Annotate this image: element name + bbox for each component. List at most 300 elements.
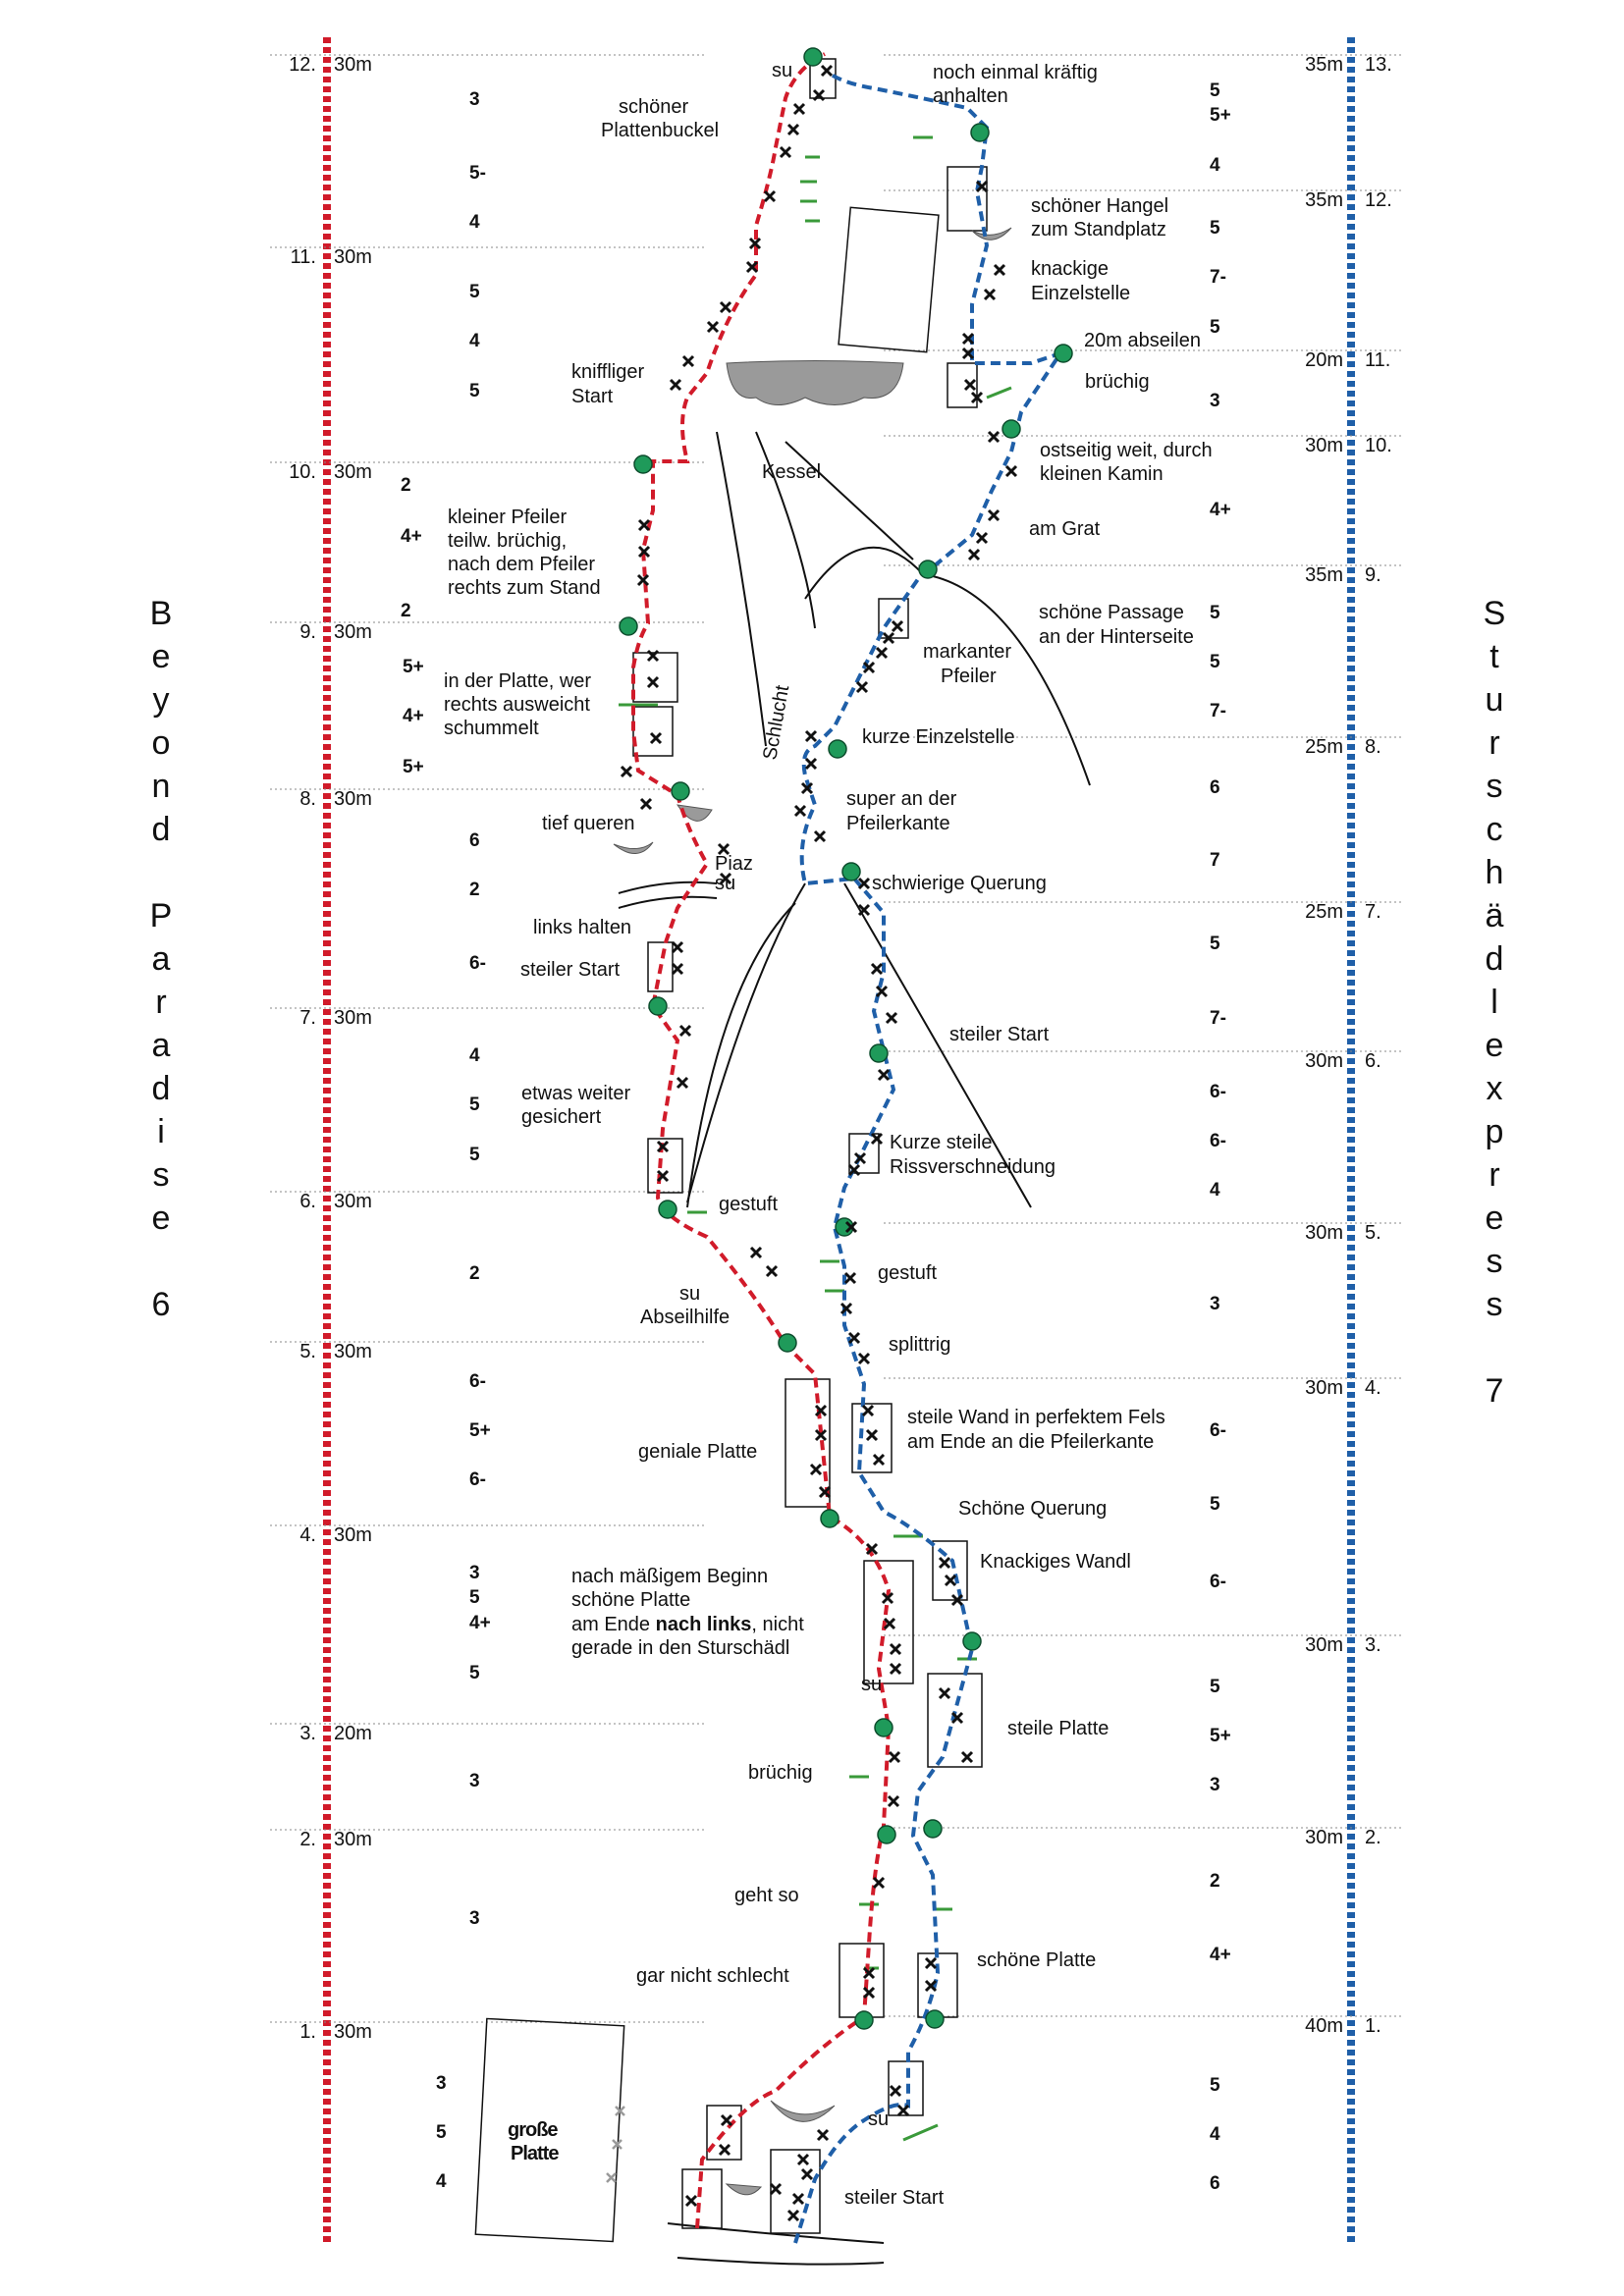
- right-pitch-number: 9.: [1365, 564, 1381, 586]
- left-title-letter: i: [157, 1113, 165, 1150]
- bolt-icon: [751, 1248, 761, 1257]
- annotation-nach-maessigem: nach mäßigem Beginn: [571, 1566, 769, 1587]
- left-pitch-number: 7.: [299, 1007, 316, 1029]
- belay-station-icon: [878, 1826, 895, 1843]
- annotation-schoener: schöner: [619, 96, 689, 118]
- right-title-letter: s: [1486, 1243, 1503, 1280]
- bolt-icon: [989, 432, 999, 442]
- belay-station-icon: [924, 1820, 942, 1838]
- slab-cave: [839, 207, 939, 351]
- left-grade: 3: [436, 2073, 447, 2094]
- left-title-letter: P: [149, 897, 173, 934]
- annotation-pfeiler: Pfeiler: [941, 666, 997, 687]
- left-grade: 6-: [469, 1469, 486, 1490]
- right-pitch-length: 35m: [1305, 564, 1343, 586]
- annotation-schoene-querung: Schöne Querung: [958, 1498, 1108, 1520]
- bolt-icon: [898, 2106, 908, 2115]
- annotation-bruechig-3: brüchig: [748, 1762, 813, 1784]
- right-grade: 6-: [1210, 1082, 1226, 1102]
- right-grade: 3: [1210, 1294, 1220, 1314]
- right-pitch-length: 25m: [1305, 901, 1343, 923]
- left-grade: 4: [469, 331, 480, 351]
- belay-station-icon: [963, 1632, 981, 1650]
- right-pitch-number: 11.: [1365, 349, 1391, 371]
- bolt-icon: [767, 1266, 777, 1276]
- annotation-kurze-einzelstelle: kurze Einzelstelle: [862, 726, 1015, 748]
- bolt-icon: [771, 2184, 781, 2194]
- bolt-icon: [893, 621, 902, 631]
- bolt-icon: [822, 66, 832, 76]
- bolt-icon: [802, 2169, 812, 2179]
- annotation-abseilen: 20m abseilen: [1084, 330, 1201, 351]
- bolt-icon: [872, 964, 882, 974]
- bolt-icon: [720, 2145, 730, 2155]
- left-grade: 6: [469, 830, 480, 851]
- annotation-schoene-platte-4: schöne Platte: [571, 1589, 691, 1611]
- right-pitch-length: 25m: [1305, 736, 1343, 758]
- left-pitch-number: 9.: [299, 621, 316, 643]
- annotation-nach-dem-pfeiler: nach dem Pfeiler: [448, 554, 596, 575]
- annotation-gar-nicht-schlecht: gar nicht schlecht: [636, 1965, 789, 1987]
- annotation-markanter: markanter: [923, 641, 1012, 663]
- left-grade: 5+: [403, 757, 424, 777]
- annotation-steiler-start-left: steiler Start: [520, 959, 621, 981]
- annotation-rissverschneidung: Rissverschneidung: [890, 1156, 1056, 1178]
- annotation-schoener-hangel: schöner Hangel: [1031, 195, 1169, 217]
- overhang-bottom-2: [727, 2184, 761, 2195]
- bolt-icon: [806, 759, 816, 769]
- left-grade: 5: [469, 1145, 480, 1165]
- annotation-grosse: große: [508, 2119, 558, 2141]
- annotation-super-an-der: super an der: [846, 788, 957, 810]
- right-grade: 4+: [1210, 500, 1231, 520]
- annotation-anhalten: anhalten: [933, 85, 1008, 107]
- right-pitch-number: 6.: [1365, 1050, 1381, 1072]
- belay-station-icon: [1002, 420, 1020, 438]
- bolt-icon: [677, 1078, 687, 1088]
- left-title-letter: a: [151, 940, 171, 978]
- right-grade: 6-: [1210, 1420, 1226, 1441]
- right-title-letter: l: [1490, 984, 1498, 1021]
- left-pitch-length: 20m: [334, 1723, 372, 1744]
- bolt-icon: [995, 265, 1004, 275]
- bolt-icon: [926, 1958, 936, 1968]
- annotation-splittrig: splittrig: [889, 1334, 951, 1356]
- annotation-zum-standplatz: zum Standplatz: [1031, 219, 1166, 240]
- right-pitch-number: 10.: [1365, 435, 1392, 456]
- gully-line-3: [785, 442, 913, 560]
- annotation-knackiges-wandl: Knackiges Wandl: [980, 1551, 1131, 1573]
- ridge-left-lower: [687, 903, 795, 1207]
- bolt-icon: [798, 2155, 808, 2164]
- left-grade: 4+: [403, 706, 424, 726]
- annotation-su-4: su: [861, 1674, 883, 1695]
- annotation-schoene-passage: schöne Passage: [1039, 602, 1184, 623]
- belay-station-icon: [659, 1201, 677, 1218]
- slab-right-12: [947, 167, 987, 231]
- big-ridge-line: [687, 883, 805, 1202]
- rock-features: [619, 432, 1090, 2265]
- right-title-letter: ä: [1485, 897, 1504, 934]
- annotation-ostseitig: ostseitig weit, durch: [1040, 440, 1213, 461]
- annotation-etwas-weiter: etwas weiter: [521, 1083, 631, 1104]
- annotation-su-abseil: su: [679, 1283, 701, 1305]
- right-grade: 6: [1210, 777, 1220, 798]
- annotation-kleiner-pfeiler: kleiner Pfeiler: [448, 507, 568, 528]
- annotation-gestuft-left: gestuft: [719, 1194, 779, 1215]
- right-grade: 5+: [1210, 105, 1231, 126]
- annotation-gesichert: gesichert: [521, 1106, 602, 1128]
- annotation-teilw-bruechig: teilw. brüchig,: [448, 530, 568, 552]
- right-grade: 3: [1210, 391, 1220, 411]
- bolt-icon: [721, 302, 731, 312]
- bolt-icon: [877, 987, 887, 996]
- right-grade: 5: [1210, 652, 1220, 672]
- left-title-letter: s: [152, 1156, 170, 1194]
- left-pitch-number: 11.: [290, 246, 316, 268]
- belay-station-icon: [672, 782, 689, 800]
- right-title-letter: x: [1486, 1070, 1503, 1107]
- right-grade: 4: [1210, 155, 1220, 176]
- bolt-icon: [686, 2196, 696, 2206]
- left-pitch-length: 30m: [334, 788, 372, 810]
- annotation-geniale-platte: geniale Platte: [638, 1441, 758, 1463]
- bolt-icon: [638, 575, 648, 585]
- bolt-icon: [946, 1575, 955, 1585]
- left-title-letter: 6: [151, 1286, 171, 1323]
- right-grade: 5: [1210, 218, 1220, 239]
- annotation-su-top: su: [772, 60, 793, 81]
- right-title-letter: e: [1485, 1200, 1504, 1237]
- bolt-icon: [877, 648, 887, 658]
- left-pitch-number: 12.: [289, 54, 316, 76]
- bolt-icon: [622, 767, 631, 776]
- bolt-icon: [795, 806, 805, 816]
- annotation-links-halten: links halten: [533, 917, 632, 938]
- left-grade: 3: [469, 1771, 480, 1791]
- right-grade: 7-: [1210, 701, 1226, 721]
- right-pitch-length: 30m: [1305, 435, 1343, 456]
- left-grade: 6-: [469, 953, 486, 974]
- belay-station-icon: [829, 740, 846, 758]
- bolt-icon: [874, 1455, 884, 1465]
- bolt-icon: [859, 1354, 869, 1363]
- annotation-steile-wand: steile Wand in perfektem Fels: [907, 1407, 1165, 1428]
- left-pitch-length: 30m: [334, 1341, 372, 1362]
- bolt-icon: [683, 356, 693, 366]
- left-grade: 2: [469, 1263, 480, 1284]
- left-grade: 5: [469, 1587, 480, 1608]
- bolt-icon: [815, 831, 825, 841]
- right-pitch-number: 8.: [1365, 736, 1381, 758]
- left-route-grades: [401, 89, 491, 2192]
- left-title-letter: d: [151, 811, 171, 848]
- belay-station-icon: [919, 561, 937, 578]
- slab-2-left: [839, 1944, 884, 2017]
- right-title-letter: 7: [1485, 1372, 1504, 1410]
- right-title-letter: r: [1489, 724, 1500, 762]
- bolt-icon: [794, 104, 804, 114]
- bolt-icon: [867, 1430, 877, 1440]
- annotation-schummelt: schummelt: [444, 718, 539, 739]
- annotation-steiler-start-right: steiler Start: [949, 1024, 1050, 1045]
- right-route-title: [1484, 595, 1506, 1410]
- annotation-su-piaz: su: [715, 873, 736, 894]
- slab-6-left: [648, 1139, 682, 1193]
- left-grade: 4+: [401, 526, 422, 547]
- bolt-icon: [788, 2211, 798, 2220]
- belay-station-icon: [1055, 345, 1072, 362]
- bolt-icon: [864, 1988, 874, 1998]
- left-pitch-number: 4.: [299, 1524, 316, 1546]
- annotation-am-ende-an-die: am Ende an die Pfeilerkante: [907, 1431, 1155, 1453]
- bolt-icon: [872, 1134, 882, 1144]
- overhang-8: [614, 842, 653, 854]
- left-pitch-number: 8.: [299, 788, 316, 810]
- left-title-letter: y: [152, 681, 170, 719]
- bolt-icon: [879, 1070, 889, 1080]
- left-grade: 5+: [403, 657, 424, 677]
- right-title-letter: s: [1486, 768, 1503, 805]
- gully-line-1: [717, 432, 766, 746]
- right-grade: 6-: [1210, 1572, 1226, 1592]
- left-grade: 3: [469, 1563, 480, 1583]
- left-grade: 5-: [469, 163, 486, 184]
- right-grade: 3: [1210, 1775, 1220, 1795]
- bolt-icon: [889, 1796, 898, 1806]
- right-pitch-length: 40m: [1305, 2015, 1343, 2037]
- left-title-letter: o: [151, 724, 171, 762]
- annotation-gestuft-right: gestuft: [878, 1262, 938, 1284]
- right-grade: 4+: [1210, 1945, 1231, 1965]
- right-title-letter: h: [1485, 854, 1504, 891]
- left-grade: 5: [469, 1663, 480, 1683]
- belay-station-icon: [779, 1334, 796, 1352]
- left-route-title: [150, 595, 173, 1323]
- left-title-letter: r: [155, 984, 167, 1021]
- bolt-icon: [788, 125, 798, 134]
- left-grade: 2: [401, 601, 411, 621]
- bolt-icon: [940, 1688, 949, 1698]
- annotation-abseilhilfe: Abseilhilfe: [640, 1307, 731, 1328]
- right-title-letter: d: [1485, 940, 1504, 978]
- right-pitch-number: 12.: [1365, 189, 1392, 211]
- left-grade: 5: [469, 1095, 480, 1115]
- right-grade: 7: [1210, 850, 1220, 871]
- left-pitch-number: 3.: [299, 1723, 316, 1744]
- bolt-icon: [781, 147, 790, 157]
- bolt-icon: [890, 1752, 899, 1762]
- annotation-rechts-zum-stand: rechts zum Stand: [448, 577, 601, 599]
- right-pitch-length: 30m: [1305, 1222, 1343, 1244]
- bolt-icon: [857, 682, 867, 692]
- bolt-icon: [891, 1644, 900, 1654]
- left-grade: 4: [469, 212, 480, 233]
- right-grade: 2: [1210, 1871, 1220, 1892]
- bolt-icon: [641, 799, 651, 809]
- bolt-icon: [673, 942, 682, 952]
- bolt-icon: [648, 677, 658, 687]
- right-title-letter: u: [1485, 681, 1504, 719]
- slab-2-right: [918, 1953, 957, 2017]
- bolt-icon: [891, 1664, 900, 1674]
- annotation-steiler-start-bottom: steiler Start: [844, 2187, 945, 2209]
- ledge-left-2: [619, 897, 717, 908]
- belay-station-icon: [971, 124, 989, 141]
- right-title-letter: S: [1483, 595, 1506, 632]
- right-pitch-number: 1.: [1365, 2015, 1381, 2037]
- left-grade: 3: [469, 89, 480, 110]
- overhang-12: [972, 228, 1011, 240]
- right-grade: 5: [1210, 80, 1220, 101]
- left-pitch-length: 30m: [334, 246, 372, 268]
- right-grade: 5: [1210, 1494, 1220, 1515]
- right-pitch-number: 3.: [1365, 1634, 1381, 1656]
- right-pitch-length: 35m: [1305, 54, 1343, 76]
- bolt-icon: [969, 550, 979, 560]
- right-grade: 7-: [1210, 1008, 1226, 1029]
- kessel-overhang: [727, 361, 903, 405]
- bolt-icon: [673, 964, 682, 974]
- left-title-letter: a: [151, 1027, 171, 1064]
- belay-station-icon: [870, 1044, 888, 1062]
- bolt-icon: [806, 731, 816, 741]
- right-pitch-number: 2.: [1365, 1827, 1381, 1848]
- right-grade: 5: [1210, 603, 1220, 623]
- right-grade: 5: [1210, 1677, 1220, 1697]
- left-grade: 5: [469, 381, 480, 401]
- right-pitch-length: 30m: [1305, 1634, 1343, 1656]
- left-pitch-number: 5.: [299, 1341, 316, 1362]
- bolt-icon: [965, 380, 975, 390]
- bolt-icon: [985, 290, 995, 299]
- belay-station-icon: [620, 617, 637, 635]
- left-pitch-number: 10.: [289, 461, 316, 483]
- grey-bolt-marks: [607, 2107, 624, 2182]
- bolt-icon: [962, 1752, 972, 1762]
- left-grade: 5: [436, 2122, 447, 2143]
- annotation-plattenbuckel: Plattenbuckel: [601, 120, 720, 141]
- bolt-icon: [651, 733, 661, 743]
- right-pitch-number: 5.: [1365, 1222, 1381, 1244]
- annotation-rechts-ausweicht: rechts ausweicht: [444, 694, 590, 716]
- ledge-left: [619, 882, 717, 893]
- bolt-icon: [863, 1406, 873, 1415]
- right-grade: 5+: [1210, 1726, 1231, 1746]
- left-pitch-length: 30m: [334, 1191, 372, 1212]
- annotation-in-der-platte: in der Platte, wer: [444, 670, 592, 692]
- left-grade: 4: [436, 2171, 447, 2192]
- right-grade: 7-: [1210, 267, 1226, 288]
- overhang-bottom: [771, 2101, 835, 2121]
- left-grade: 3: [469, 1908, 480, 1929]
- right-pitch-number: 4.: [1365, 1377, 1381, 1399]
- annotation-einzelstelle: Einzelstelle: [1031, 283, 1131, 304]
- belay-station-icon: [649, 997, 667, 1015]
- belay-station-icon: [875, 1719, 893, 1736]
- annotation-an-der-hinterseite: an der Hinterseite: [1039, 626, 1194, 648]
- left-title-letter: d: [151, 1070, 171, 1107]
- belay-station-icon: [842, 863, 860, 881]
- left-pitch-length: 30m: [334, 54, 372, 76]
- annotation-start: Start: [571, 386, 614, 407]
- annotation-am-ende-nach-links: am Ende nach links, nicht: [571, 1614, 804, 1635]
- annotation-kurze-steile: Kurze steile: [890, 1132, 993, 1153]
- annotation-pfeilerkante: Pfeilerkante: [846, 813, 950, 834]
- annotation-piaz: Piaz: [715, 853, 753, 875]
- left-grade: 4+: [469, 1613, 491, 1633]
- bolt-icon: [989, 510, 999, 520]
- right-pitch-length: 35m: [1305, 189, 1343, 211]
- left-grade: 4: [469, 1045, 480, 1066]
- annotation-geht-so: geht so: [734, 1885, 799, 1906]
- bolt-icon: [891, 2086, 900, 2096]
- left-grade: 5+: [469, 1420, 491, 1441]
- right-pitch-length: 30m: [1305, 1827, 1343, 1848]
- bolt-icon: [940, 1558, 949, 1568]
- right-title-letter: s: [1486, 1286, 1503, 1323]
- left-grade: 2: [401, 475, 411, 496]
- bolt-icon: [845, 1273, 855, 1283]
- left-grade: 5: [469, 282, 480, 302]
- bolt-icon: [765, 191, 775, 201]
- bolt-icon: [671, 380, 680, 390]
- annotation-schwierige-querung: schwierige Querung: [872, 873, 1047, 894]
- bolt-icon: [680, 1026, 690, 1036]
- right-title-letter: e: [1485, 1027, 1504, 1064]
- annotation-am-grat: am Grat: [1029, 518, 1101, 540]
- right-grade: 5: [1210, 317, 1220, 338]
- left-grade: 2: [469, 880, 480, 900]
- left-pitch-number: 6.: [299, 1191, 316, 1212]
- left-pitch-length: 30m: [334, 2021, 372, 2043]
- annotation-noch-einmal: noch einmal kräftig: [933, 62, 1098, 83]
- annotation-schoene-platte-right: schöne Platte: [977, 1949, 1097, 1971]
- right-title-letter: p: [1485, 1113, 1504, 1150]
- annotation-knackige: knackige: [1031, 258, 1109, 280]
- right-grade: 4: [1210, 2124, 1220, 2145]
- right-grade: 5: [1210, 2075, 1220, 2096]
- right-grade: 6: [1210, 2173, 1220, 2194]
- right-pitch-number: 7.: [1365, 901, 1381, 923]
- annotation-kleinen-kamin: kleinen Kamin: [1040, 463, 1164, 485]
- bolt-icon: [793, 2194, 803, 2204]
- right-title-letter: r: [1489, 1156, 1500, 1194]
- bolt-icon: [1006, 466, 1016, 476]
- left-title-letter: B: [149, 595, 173, 632]
- belay-station-icon: [804, 48, 822, 66]
- annotation-kniffliger: kniffliger: [571, 361, 645, 383]
- bolt-icon: [977, 533, 987, 543]
- annotation-gerade-in-den: gerade in den Sturschädl: [571, 1637, 790, 1659]
- annotation-schlucht: Schlucht: [759, 683, 794, 762]
- left-title-letter: n: [151, 768, 171, 805]
- right-pitch-length: 20m: [1305, 349, 1343, 371]
- right-grade: 5: [1210, 934, 1220, 954]
- bolt-icon: [849, 1333, 859, 1343]
- belay-station-icon: [821, 1510, 839, 1527]
- left-grade: 6-: [469, 1371, 486, 1392]
- left-title-letter: e: [151, 1200, 171, 1237]
- left-pitch-length: 30m: [334, 461, 372, 483]
- annotation-bruechig-top: brüchig: [1085, 371, 1150, 393]
- bolt-icon: [708, 322, 718, 332]
- right-pitch-length: 30m: [1305, 1377, 1343, 1399]
- annotation-platte: Platte: [511, 2143, 559, 2164]
- bolt-icon: [887, 1013, 896, 1023]
- belay-station-icon: [926, 2010, 944, 2028]
- right-pitch-length: 30m: [1305, 1050, 1343, 1072]
